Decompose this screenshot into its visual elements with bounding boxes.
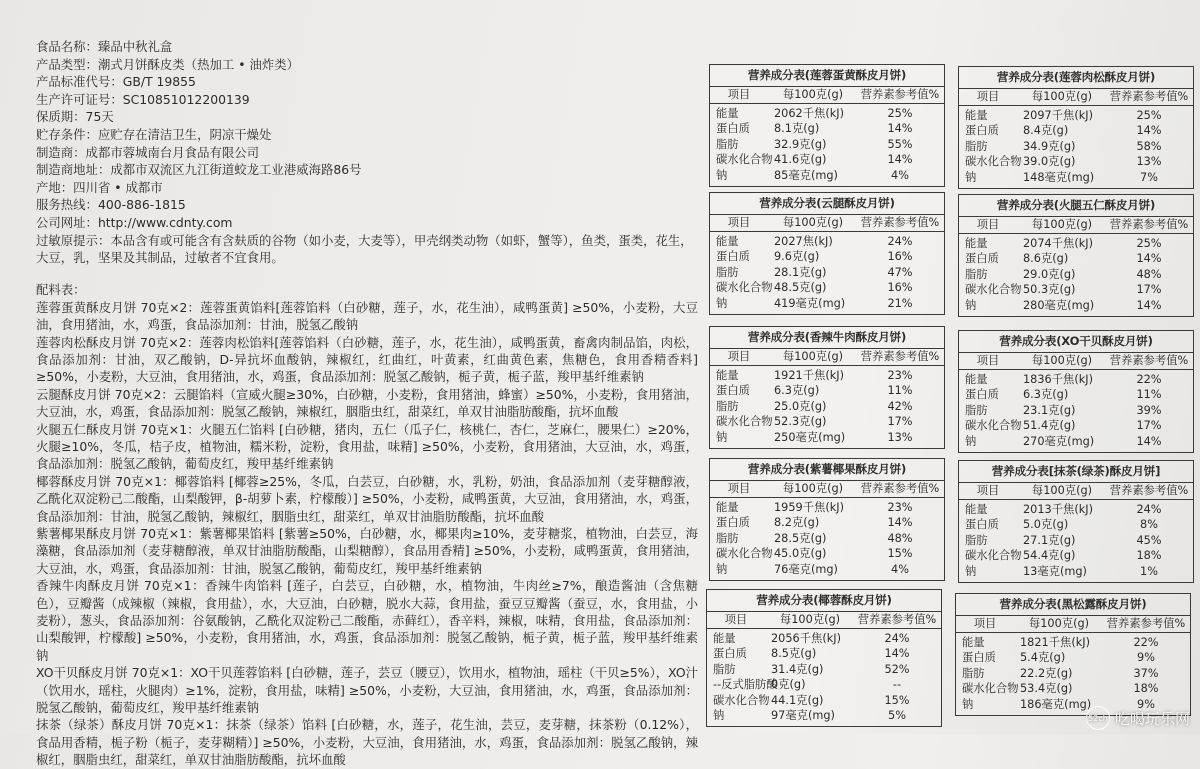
nutrition-table-title: 营养成分表(香辣牛肉酥皮月饼) xyxy=(710,327,944,349)
nutrition-cell: 脂肪 xyxy=(965,139,988,153)
nutrition-cell: 37% xyxy=(1133,666,1159,680)
product-info xyxy=(36,38,698,267)
nutrition-cell: 31.4克(g) xyxy=(771,662,824,676)
nutrition-row xyxy=(959,372,1193,387)
origin: 产地：四川省 • 成都市 xyxy=(36,179,163,195)
nutrition-table-header xyxy=(710,87,944,104)
nutrition-cell: 270毫克(mg) xyxy=(1023,434,1095,448)
nutrition-cell: 碳水化合物 xyxy=(965,283,1022,297)
nutrition-cell: 钠 xyxy=(965,434,977,448)
nutrition-table-header xyxy=(710,215,944,232)
nutrition-cell: 11% xyxy=(1136,388,1162,402)
company-website: 公司网址：http://www.cdnty.com xyxy=(36,214,233,230)
nutrition-cell: 29.0克(g) xyxy=(1023,267,1076,281)
nutrition-table-title: 营养成分表(紫薯椰果酥皮月饼) xyxy=(710,459,944,481)
nutrition-cell: 4% xyxy=(891,168,909,182)
nutrition-cell: 28.5克(g) xyxy=(774,531,827,545)
nutrition-row xyxy=(710,399,944,414)
nutrition-cell: 2074千焦(kJ) xyxy=(1023,237,1094,250)
nutrition-header-cell: 营养素参考值% xyxy=(860,88,940,101)
nutrition-cell: 碳水化合物 xyxy=(965,549,1022,563)
storage-conditions: 贮存条件：应贮存在清洁卫生，阴凉干燥处 xyxy=(36,126,272,142)
nutrition-header-cell: 项目 xyxy=(976,90,1000,103)
nutrition-cell: 17% xyxy=(887,415,913,429)
nutrition-cell: 58% xyxy=(1136,139,1162,153)
nutrition-cell: 9% xyxy=(1137,651,1155,665)
nutrition-cell: 14% xyxy=(887,153,913,167)
watermark-logo-icon: 52ch xyxy=(1086,706,1110,730)
nutrition-header-cell: 营养素参考值% xyxy=(1109,484,1189,497)
nutrition-table-title: 营养成分表(XO干贝酥皮月饼) xyxy=(959,331,1193,353)
nutrition-row xyxy=(959,282,1193,297)
nutrition-cell: 45.0克(g) xyxy=(774,547,827,561)
nutrition-header-cell: 营养素参考值% xyxy=(857,613,937,626)
nutrition-table-title: 营养成分表(莲蓉肉松酥皮月饼) xyxy=(959,67,1193,89)
nutrition-cell: 44.1克(g) xyxy=(771,693,824,707)
nutrition-row xyxy=(710,531,944,546)
nutrition-cell: 蛋白质 xyxy=(716,122,750,136)
nutrition-cell: 51.4克(g) xyxy=(1023,419,1076,433)
nutrition-cell: 钠 xyxy=(962,697,974,711)
nutrition-cell: 14% xyxy=(1136,298,1162,312)
nutrition-cell: 23.1克(g) xyxy=(1023,403,1076,417)
nutrition-header-cell: 营养素参考值% xyxy=(1109,354,1189,367)
nutrition-row xyxy=(959,533,1193,548)
nutrition-cell: 1959千焦(kJ) xyxy=(774,501,845,514)
nutrition-table-title: 营养成分表[抹茶(绿茶)酥皮月饼] xyxy=(959,461,1193,483)
nutrition-cell: 25% xyxy=(887,107,913,120)
nutrition-row xyxy=(956,666,1190,681)
nutrition-row xyxy=(959,434,1193,449)
nutrition-cell: 22% xyxy=(1136,373,1162,386)
nutrition-header-cell: 每100克(g) xyxy=(1031,218,1093,231)
nutrition-cell: 钠 xyxy=(965,298,977,312)
nutrition-table-title: 营养成分表(云腿酥皮月饼) xyxy=(710,193,944,215)
product-label-text xyxy=(36,38,698,769)
nutrition-cell: 6.3克(g) xyxy=(774,384,820,398)
nutrition-cell: 53.4克(g) xyxy=(1020,682,1073,696)
nutrition-cell: 能量 xyxy=(716,369,739,382)
nutrition-cell: 2013千焦(kJ) xyxy=(1023,503,1094,516)
nutrition-cell: 能量 xyxy=(965,503,988,516)
nutrition-cell: 碳水化合物 xyxy=(716,153,773,167)
nutrition-cell: 18% xyxy=(1133,682,1159,696)
nutrition-cell: 25.0克(g) xyxy=(774,399,827,413)
nutrition-cell: 39% xyxy=(1136,403,1162,417)
nutrition-cell: 能量 xyxy=(716,235,739,248)
nutrition-cell: 14% xyxy=(1136,434,1162,448)
nutrition-table xyxy=(706,589,942,727)
nutrition-header-cell: 项目 xyxy=(976,354,1000,367)
nutrition-cell: 蛋白质 xyxy=(965,518,999,532)
nutrition-cell: 8.2克(g) xyxy=(774,516,820,530)
nutrition-cell: 2097千焦(kJ) xyxy=(1023,109,1094,122)
nutrition-cell: 13毫克(mg) xyxy=(1023,564,1087,578)
nutrition-cell: 8.4克(g) xyxy=(1023,124,1069,138)
nutrition-header-cell: 营养素参考值% xyxy=(1109,218,1189,231)
nutrition-cell: 48% xyxy=(1136,267,1162,281)
nutrition-row xyxy=(710,515,944,530)
nutrition-cell: 41.6克(g) xyxy=(774,153,827,167)
nutrition-cell: 23% xyxy=(887,501,913,514)
nutrition-row xyxy=(959,108,1193,123)
allergen-notice: 过敏原提示：本品含有或可能含有含麸质的谷物（如小麦，大麦等），甲壳纲类动物（如虾，蟹等），鱼类，蛋类，花生，大豆，乳，坚果及其制品，过敏者不宜食用。 xyxy=(36,232,693,266)
nutrition-row xyxy=(959,267,1193,282)
shelf-life: 保质期：75天 xyxy=(36,109,114,125)
nutrition-cell: 蛋白质 xyxy=(962,651,996,665)
nutrition-row xyxy=(959,236,1193,251)
nutrition-header-cell: 营养素参考值% xyxy=(1109,90,1189,103)
nutrition-cell: 47% xyxy=(887,265,913,279)
nutrition-cell: 蛋白质 xyxy=(965,388,999,402)
nutrition-cell: 14% xyxy=(884,647,910,661)
nutrition-cell: 脂肪 xyxy=(965,533,988,547)
nutrition-cell: 9.6克(g) xyxy=(774,250,820,264)
nutrition-cell: 24% xyxy=(1136,503,1162,516)
nutrition-row xyxy=(707,662,941,677)
nutrition-table-title: 营养成分表(莲蓉蛋黄酥皮月饼) xyxy=(710,65,944,87)
nutrition-cell: 1821千焦(kJ) xyxy=(1020,636,1091,649)
nutrition-cell: 25% xyxy=(1136,109,1162,122)
nutrition-cell: 5.0克(g) xyxy=(1023,518,1069,532)
nutrition-header-cell: 项目 xyxy=(727,482,751,495)
nutrition-header-cell: 项目 xyxy=(973,617,997,630)
nutrition-row xyxy=(959,548,1193,563)
nutrition-row xyxy=(710,106,944,121)
nutrition-header-cell: 项目 xyxy=(727,216,751,229)
nutrition-cell: 16% xyxy=(887,250,913,264)
nutrition-cell: 钠 xyxy=(713,708,725,722)
nutrition-table xyxy=(958,194,1194,317)
nutrition-cell: 钠 xyxy=(716,296,728,310)
ingredients-list xyxy=(36,299,698,769)
nutrition-header-cell: 每100克(g) xyxy=(782,216,844,229)
nutrition-cell: 脂肪 xyxy=(716,137,739,151)
nutrition-row xyxy=(710,280,944,295)
nutrition-cell: 24% xyxy=(884,632,910,645)
nutrition-table xyxy=(958,66,1194,189)
nutrition-header-cell: 每100克(g) xyxy=(779,613,841,626)
nutrition-row xyxy=(710,168,944,183)
nutrition-row xyxy=(707,677,941,692)
nutrition-cell: 能量 xyxy=(965,237,988,250)
nutrition-table-title: 营养成分表(火腿五仁酥皮月饼) xyxy=(959,195,1193,217)
nutrition-header-cell: 营养素参考值% xyxy=(1106,617,1186,630)
nutrition-row xyxy=(956,650,1190,665)
nutrition-cell: 21% xyxy=(887,296,913,310)
nutrition-row xyxy=(710,234,944,249)
nutrition-cell: 钠 xyxy=(716,168,728,182)
nutrition-row xyxy=(707,631,941,646)
nutrition-cell: 1% xyxy=(1140,564,1158,578)
nutrition-cell: 2027焦(kJ) xyxy=(774,235,833,248)
nutrition-cell: 9% xyxy=(1137,697,1155,711)
nutrition-cell: 250毫克(mg) xyxy=(774,430,846,444)
nutrition-cell: 42% xyxy=(887,399,913,413)
nutrition-cell: 碳水化合物 xyxy=(716,415,773,429)
nutrition-cell: 能量 xyxy=(713,632,736,645)
nutrition-cell: 18% xyxy=(1136,549,1162,563)
nutrition-cell: 8.1克(g) xyxy=(774,122,820,136)
nutrition-cell: 蛋白质 xyxy=(716,384,750,398)
nutrition-table-header xyxy=(959,483,1193,500)
ingredient-paragraph: XO干贝酥皮月饼 70克×1：XO干贝莲蓉馅料 [白砂糖，莲子，芸豆（腰豆），饮用水，植物油，瑶柱（干贝≥5%），XO汁（饮用水，瑶柱，火腿肉）≥1%，淀粉，食用盐，味精] ≥50%，小麦粉，大豆油，食用猪油，水，鸡蛋，食品添加剂：脱氢乙酸钠，葡萄皮红，羧甲基纤维素钠 xyxy=(36,665,698,716)
nutrition-cell: 蛋白质 xyxy=(716,516,750,530)
nutrition-cell: 11% xyxy=(887,384,913,398)
nutrition-cell: 97毫克(mg) xyxy=(771,708,835,722)
nutrition-header-cell: 每100克(g) xyxy=(782,482,844,495)
nutrition-row xyxy=(959,387,1193,402)
nutrition-row xyxy=(707,693,941,708)
nutrition-cell: 蛋白质 xyxy=(716,250,750,264)
nutrition-row xyxy=(959,251,1193,266)
nutrition-cell: 1921千焦(kJ) xyxy=(774,369,845,382)
nutrition-cell: 2056千焦(kJ) xyxy=(771,632,842,645)
ingredient-paragraph: 香辣牛肉酥皮月饼 70克×1：香辣牛肉馅料 [莲子，白芸豆，白砂糖，水，植物油，牛肉丝≥7%，酿造酱油（含焦糖色），豆瓣酱（成辣椒（辣椒，食用盐），水，大豆油，白砂糖，脱水大蒜，食用盐，蚕豆豆瓣酱（蚕豆，水，食用盐，小麦粉），葱头，食品添加剂：谷氨酸钠，乙酰化双淀粉己二酸酯，赤藓红），香辛料，辣椒，味精，食用盐，食品添加剂：山梨酸钾，柠檬酸] ≥50%，小麦粉，食用猪油，水，鸡蛋，食品添加剂：脱氢乙酸钠，栀子黄，栀子蓝，羧甲基纤维素钠 xyxy=(36,578,698,663)
nutrition-row xyxy=(710,249,944,264)
nutrition-cell: 17% xyxy=(1136,419,1162,433)
nutrition-cell: 52% xyxy=(884,662,910,676)
nutrition-cell: 186毫克(mg) xyxy=(1020,697,1092,711)
ingredient-paragraph: 火腿五仁酥皮月饼 70克×1：火腿五仁馅料 [白砂糖，猪肉，五仁（瓜子仁，核桃仁，杏仁，芝麻仁，腰果仁）≥20%，火腿≥10%，冬瓜，桔子皮，植物油，糯米粉，淀粉，食用盐，味精] ≥50%，小麦粉，食用猪油，大豆油，水，鸡蛋，食品添加剂：脱氢乙酸钠，葡萄皮红，羧甲基纤维素钠 xyxy=(36,421,698,472)
nutrition-table xyxy=(709,458,945,581)
nutrition-cell: 85毫克(mg) xyxy=(774,168,838,182)
nutrition-table-title: 营养成分表(椰蓉酥皮月饼) xyxy=(707,590,941,612)
nutrition-table-header xyxy=(956,616,1190,633)
nutrition-cell: 50.3克(g) xyxy=(1023,283,1076,297)
nutrition-table xyxy=(955,593,1191,716)
nutrition-table xyxy=(958,330,1194,453)
nutrition-cell: 5% xyxy=(888,708,906,722)
nutrition-row xyxy=(707,708,941,723)
nutrition-cell: 钠 xyxy=(716,562,728,576)
nutrition-header-cell: 项目 xyxy=(724,613,748,626)
nutrition-row xyxy=(710,265,944,280)
nutrition-cell: 能量 xyxy=(962,636,985,649)
nutrition-cell: 4% xyxy=(891,562,909,576)
manufacturer-address: 制造商地址：成都市双流区九江街道蛟龙工业港威海路86号 xyxy=(36,162,362,178)
nutrition-header-cell: 营养素参考值% xyxy=(860,216,940,229)
nutrition-cell: 23% xyxy=(887,369,913,382)
nutrition-header-cell: 项目 xyxy=(976,218,1000,231)
nutrition-header-cell: 营养素参考值% xyxy=(860,482,940,495)
nutrition-cell: 能量 xyxy=(716,107,739,120)
nutrition-cell: 能量 xyxy=(716,501,739,514)
nutrition-row xyxy=(707,646,941,661)
nutrition-row xyxy=(959,418,1193,433)
nutrition-table xyxy=(709,192,945,315)
nutrition-cell: 27.1克(g) xyxy=(1023,533,1076,547)
nutrition-cell: 能量 xyxy=(965,109,988,122)
nutrition-row xyxy=(959,517,1193,532)
nutrition-table-header xyxy=(959,217,1193,234)
nutrition-cell: 6.3克(g) xyxy=(1023,388,1069,402)
nutrition-cell: 脂肪 xyxy=(713,662,736,676)
nutrition-row xyxy=(710,296,944,311)
nutrition-cell: 碳水化合物 xyxy=(716,547,773,561)
ingredient-paragraph: 莲蓉蛋黄酥皮月饼 70克×2：莲蓉蛋黄馅料[莲蓉馅料（白砂糖，莲子，水，花生油），咸鸭蛋黄] ≥50%，小麦粉，大豆油，食用猪油，水，鸡蛋，食品添加剂：甘油，脱氢乙酸钠 xyxy=(36,299,698,333)
nutrition-cell: 17% xyxy=(1136,283,1162,297)
nutrition-table xyxy=(709,326,945,449)
ingredients-title: 配料表： xyxy=(36,281,86,297)
watermark-text: 吃喝玩乐网 xyxy=(1114,709,1190,728)
nutrition-header-cell: 每100克(g) xyxy=(1031,90,1093,103)
nutrition-cell: 13% xyxy=(1136,155,1162,169)
nutrition-cell: 28.1克(g) xyxy=(774,265,827,279)
ingredient-paragraph: 椰蓉酥皮月饼 70克×1：椰蓉馅料 [椰蓉≥25%，冬瓜，白芸豆，白砂糖，水，乳粉，奶油，食品添加剂（麦芽糖醇液，乙酰化双淀粉己二酸酯，山梨酸钾，β-胡萝卜素，柠檬酸）] ≥50%，小麦粉，咸鸭蛋黄，大豆油，食用猪油，水，鸡蛋，食品添加剂：甘油，脱氢乙酸钠，辣椒红，胭脂虫红，甜菜红，单双甘油脂肪酸酯，抗坏血酸 xyxy=(36,473,698,524)
nutrition-cell: 8.6克(g) xyxy=(1023,252,1069,266)
nutrition-row xyxy=(710,562,944,577)
nutrition-cell: 22% xyxy=(1133,636,1159,649)
ingredient-paragraph: 云腿酥皮月饼 70克×2：云腿馅料（宣威火腿≥30%，白砂糖，小麦粉，食用猪油，蜂蜜）≥50%，小麦粉，食用猪油，大豆油，水，鸡蛋，食品添加剂：脱氢乙酸钠，辣椒红，胭脂虫红，甜菜红，单双甘油脂肪酸酯，抗坏血酸 xyxy=(36,386,698,420)
nutrition-cell: 52.3克(g) xyxy=(774,415,827,429)
nutrition-cell: 蛋白质 xyxy=(965,124,999,138)
nutrition-cell: 能量 xyxy=(965,373,988,386)
ingredient-paragraph: 抹茶（绿茶）酥皮月饼 70克×1：抹茶（绿茶）馅料 [白砂糖，水，莲子，花生油，芸豆，麦芽糖，抹茶粉（0.12%），食品用香精，栀子粉（栀子，麦芽糊精）] ≥50%，小麦粉，大豆油，食用猪油，水，鸡蛋，食品添加剂：脱氢乙酸钠，辣椒红，胭脂虫红，甜菜红，单双甘油脂肪酸酯，抗坏血酸 xyxy=(36,717,698,768)
nutrition-header-cell: 项目 xyxy=(727,88,751,101)
nutrition-table-header xyxy=(959,353,1193,370)
nutrition-cell: 1836千焦(kJ) xyxy=(1023,373,1094,386)
nutrition-row xyxy=(710,500,944,515)
nutrition-cell: 蛋白质 xyxy=(965,252,999,266)
nutrition-row xyxy=(710,137,944,152)
nutrition-row xyxy=(956,681,1190,696)
nutrition-row xyxy=(710,430,944,445)
nutrition-cell: 14% xyxy=(887,122,913,136)
nutrition-cell: 34.9克(g) xyxy=(1023,139,1076,153)
nutrition-cell: 55% xyxy=(887,137,913,151)
nutrition-cell: 24% xyxy=(887,235,913,248)
production-license: 生产许可证号：SC10851012200139 xyxy=(36,91,250,107)
nutrition-cell: 280毫克(mg) xyxy=(1023,298,1095,312)
nutrition-cell: 碳水化合物 xyxy=(965,419,1022,433)
nutrition-cell: 脂肪 xyxy=(716,531,739,545)
nutrition-cell: 脂肪 xyxy=(965,403,988,417)
nutrition-cell: 7% xyxy=(1140,170,1158,184)
nutrition-row xyxy=(959,170,1193,185)
nutrition-row xyxy=(710,152,944,167)
nutrition-cell: 8.5克(g) xyxy=(771,647,817,661)
nutrition-cell: -- xyxy=(892,678,902,692)
nutrition-cell: 13% xyxy=(887,430,913,444)
nutrition-row xyxy=(710,414,944,429)
nutrition-cell: 碳水化合物 xyxy=(965,155,1022,169)
nutrition-row xyxy=(710,121,944,136)
nutrition-cell: 蛋白质 xyxy=(713,647,747,661)
nutrition-header-cell: 每100克(g) xyxy=(782,88,844,101)
nutrition-cell: 148毫克(mg) xyxy=(1023,170,1095,184)
nutrition-cell: --反式脂肪酸 xyxy=(713,678,778,692)
nutrition-cell: 碳水化合物 xyxy=(716,281,773,295)
nutrition-table-header xyxy=(959,89,1193,106)
nutrition-cell: 脂肪 xyxy=(962,666,985,680)
nutrition-cell: 45% xyxy=(1136,533,1162,547)
nutrition-header-cell: 项目 xyxy=(727,350,751,363)
nutrition-cell: 2062千焦(kJ) xyxy=(774,107,845,120)
nutrition-cell: 16% xyxy=(887,281,913,295)
nutrition-cell: 22.2克(g) xyxy=(1020,666,1073,680)
nutrition-cell: 39.0克(g) xyxy=(1023,155,1076,169)
nutrition-cell: 14% xyxy=(1136,252,1162,266)
nutrition-row xyxy=(959,154,1193,169)
nutrition-row xyxy=(959,502,1193,517)
nutrition-header-cell: 每100克(g) xyxy=(1031,484,1093,497)
nutrition-cell: 0克(g) xyxy=(771,678,806,692)
nutrition-cell: 5.4克(g) xyxy=(1020,651,1066,665)
nutrition-cell: 25% xyxy=(1136,237,1162,250)
nutrition-cell: 54.4克(g) xyxy=(1023,549,1076,563)
nutrition-cell: 钠 xyxy=(965,170,977,184)
product-name: 食品名称：臻品中秋礼盒 xyxy=(36,39,173,54)
watermark xyxy=(1086,706,1190,730)
nutrition-cell: 15% xyxy=(884,693,910,707)
nutrition-cell: 钠 xyxy=(716,430,728,444)
nutrition-cell: 15% xyxy=(887,547,913,561)
nutrition-header-cell: 营养素参考值% xyxy=(860,350,940,363)
ingredient-paragraph: 莲蓉肉松酥皮月饼 70克×2：莲蓉肉松馅料[莲蓉馅料（白砂糖，莲子，水，花生油），咸鸭蛋黄，畜禽肉制品馅，肉松，食品添加剂：甘油，双乙酸钠，D-异抗坏血酸钠，辣椒红，红曲红，叶黄素，红曲黄色素，焦糖色，食用香精香料] ≥50%，小麦粉，大豆油，食用猪油，水，鸡蛋，食品添加剂：脱氢乙酸钠，栀子黄，栀子蓝，羧甲基纤维素钠 xyxy=(36,334,698,385)
nutrition-row xyxy=(959,564,1193,579)
nutrition-cell: 48.5克(g) xyxy=(774,281,827,295)
nutrition-cell: 脂肪 xyxy=(716,399,739,413)
nutrition-cell: 419毫克(mg) xyxy=(774,296,846,310)
nutrition-cell: 32.9克(g) xyxy=(774,137,827,151)
nutrition-cell: 8% xyxy=(1140,518,1158,532)
nutrition-cell: 脂肪 xyxy=(716,265,739,279)
nutrition-table xyxy=(958,460,1194,583)
nutrition-cell: 48% xyxy=(887,531,913,545)
product-standard: 产品标准代号：GB/T 19855 xyxy=(36,74,196,90)
service-hotline: 服务热线：400-886-1815 xyxy=(36,197,186,213)
nutrition-header-cell: 每100克(g) xyxy=(1031,354,1093,367)
nutrition-table-header xyxy=(710,481,944,498)
ingredient-paragraph: 紫薯椰果酥皮月饼 70克×1：紫薯椰果馅料 [紫薯≥50%，白砂糖，水，椰果肉≥10%，麦芽糖浆，植物油，白芸豆，海藻糖，食品添加剂（麦芽糖醇液，单双甘油脂肪酸酯，山梨糖醇），食品用香精] ≥50%，小麦粉，咸鸭蛋黄，食用猪油，大豆油，水，鸡蛋，食品添加剂：甘油，脱氢乙酸钠，葡萄皮红，羧甲基纤维素钠 xyxy=(36,526,698,576)
nutrition-cell: 碳水化合物 xyxy=(962,682,1019,696)
nutrition-table-header xyxy=(710,349,944,366)
nutrition-table-header xyxy=(707,612,941,629)
nutrition-row xyxy=(710,368,944,383)
nutrition-table-title: 营养成分表(黑松露酥皮月饼) xyxy=(956,594,1190,616)
nutrition-row xyxy=(959,123,1193,138)
nutrition-cell: 14% xyxy=(1136,124,1162,138)
nutrition-row xyxy=(710,546,944,561)
nutrition-row xyxy=(959,139,1193,154)
product-type: 产品类型：潮式月饼酥皮类（热加工 • 油炸类） xyxy=(36,56,299,72)
nutrition-row xyxy=(710,383,944,398)
manufacturer: 制造商：成都市蓉城南台月食品有限公司 xyxy=(36,144,260,160)
nutrition-row xyxy=(959,403,1193,418)
nutrition-header-cell: 每100克(g) xyxy=(1028,617,1090,630)
nutrition-row xyxy=(956,635,1190,650)
nutrition-cell: 76毫克(mg) xyxy=(774,562,838,576)
nutrition-cell: 脂肪 xyxy=(965,267,988,281)
nutrition-table xyxy=(709,64,945,187)
nutrition-cell: 14% xyxy=(887,516,913,530)
nutrition-header-cell: 项目 xyxy=(976,484,1000,497)
nutrition-cell: 碳水化合物 xyxy=(713,693,770,707)
nutrition-cell: 钠 xyxy=(965,564,977,578)
nutrition-header-cell: 每100克(g) xyxy=(782,350,844,363)
nutrition-row xyxy=(959,298,1193,313)
